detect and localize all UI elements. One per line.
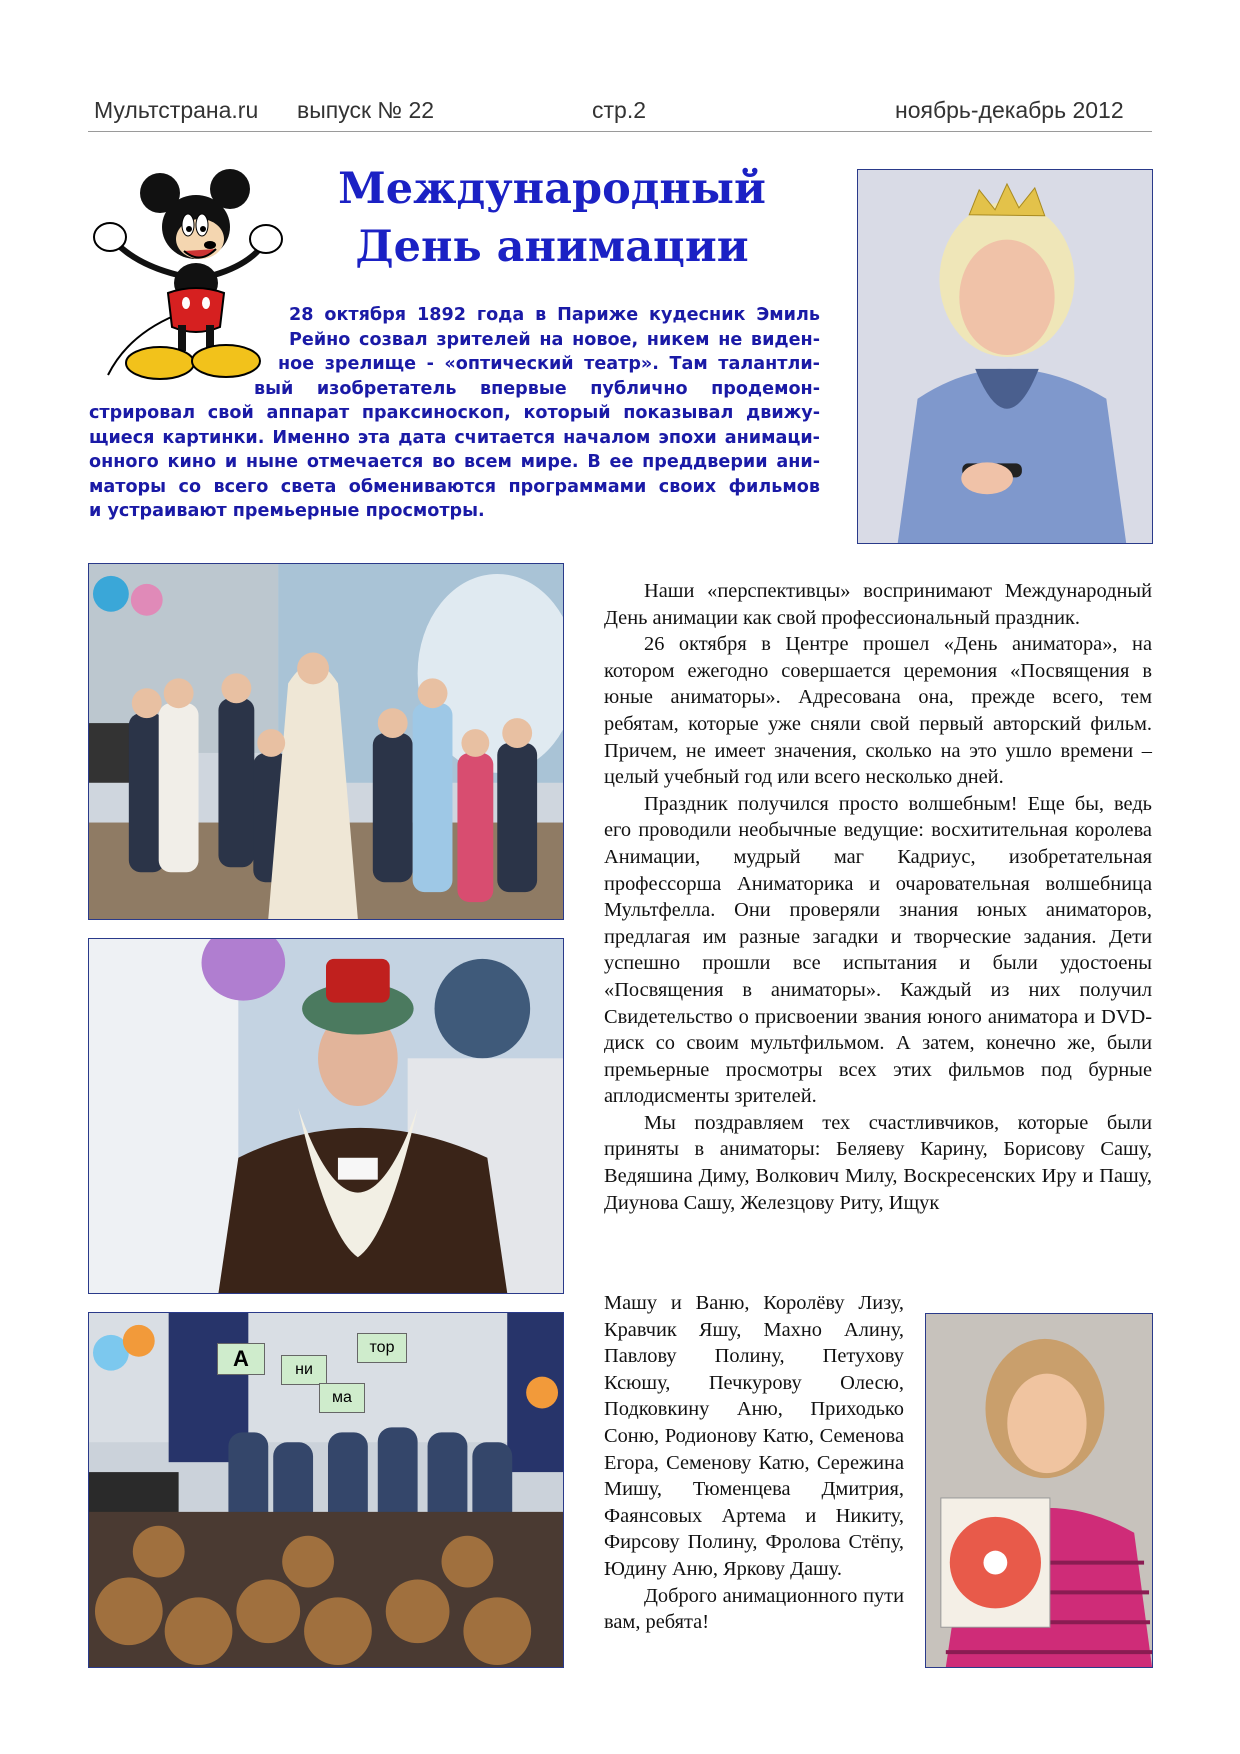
- article-narrow-column: [604, 1290, 904, 1636]
- sign-ni: ни: [281, 1355, 327, 1385]
- article-closing: Доброго анимационного пути вам, ребята!: [604, 1584, 904, 1634]
- article-paragraph-3: Праздник получился просто волшебным! Еще бы, ведь его проводили необычные ведущие: восхитительная королева Анимации, мудрый маг Кадриус, изобретательная профессорша Аниматорика и очаровательная волшебница Мультфелла. Они проверяли знания юных аниматоров, предлагая им разные загадки и творческие задания. Дети успешно прошли все испытания и были удостоены «Посвящения в аниматоры». Каждый из них получил Свидетельство о присвоении звания юного аниматора и DVD-диск со своим мультфильмом. А затем, конечно же, были премьерные просмотры всех этих фильмов под бурные аплодисменты зрителей.: [604, 792, 1152, 1108]
- photo-queen: [857, 169, 1153, 544]
- intro-line-3: ное зрелище - «оптический театр». Там талантли-: [278, 354, 820, 374]
- header-site: Мультстрана.ru: [94, 97, 259, 123]
- header-issue: выпуск № 22: [297, 97, 435, 123]
- mickey-mouse-illustration: [88, 165, 288, 390]
- intro-line-8: маторы со всего света обмениваются программами своих фильмов: [89, 476, 820, 497]
- title-line-2: День анимации: [355, 222, 749, 272]
- article-paragraph-4-continued: Машу и Ваню, Королёву Лизу, Кравчик Яшу, Махно Алину, Павлову Полину, Петухову Ксюшу, Печкурову Олесю, Подковкину Аню, Приходько Соню, Родионову Катю, Семенова Егора, Семенову Катю, Сережина Мишу, Тюменцева Дмитрия, Фаянсовых Артема и Никиту, Фирсову Полину, Фролова Стёпу, Юдину Аню, Яркову Дашу.: [604, 1292, 904, 1580]
- intro-line-9: и устраивают премьерные просмотры.: [89, 501, 485, 521]
- intro-line-4: вый изобретатель впервые публично продемон-: [254, 378, 820, 399]
- header-page: стр.2: [592, 97, 647, 123]
- photo-audience: [88, 1312, 564, 1668]
- article-wide-column: [604, 578, 1152, 1216]
- intro-line-1: 28 октября 1892 года в Париже кудесник Эмиль: [289, 305, 820, 325]
- sign-ma: ма: [319, 1383, 365, 1413]
- photo-magician: [88, 938, 564, 1294]
- sign-a: А: [217, 1343, 265, 1375]
- article-paragraph-4-top: Мы поздравляем тех счастливчиков, которые были приняты в аниматоры: Беляеву Карину, Борисову Сашу, Ведяшина Диму, Волкович Милу, Воскресенских Иру и Пашу, Диунова Сашу, Железцову Риту, Ищук: [604, 1111, 1152, 1214]
- photo-girl-dvd: [925, 1313, 1153, 1668]
- intro-line-7: онного кино и ныне отмечается во всем мире. В ее преддверии ани-: [89, 452, 820, 472]
- header-date: ноябрь-декабрь 2012: [895, 97, 1124, 123]
- article-paragraph-2: 26 октября в Центре прошел «День аниматора», на котором ежегодно совершается церемония «Посвящения в юные аниматоры». Адресована она, прежде всего, тем ребятам, которые уже сняли свой первый авторский фильм. Причем, не имеет значения, сколько на это ушло времени – целый учебный год или всего несколько дней.: [604, 633, 1152, 789]
- intro-line-2: Рейно созвал зрителей на новое, никем не виден-: [289, 329, 820, 350]
- header-rule: [88, 131, 1152, 132]
- page-title: [282, 160, 822, 276]
- sign-tor: тор: [357, 1333, 407, 1363]
- title-line-1: Международный: [338, 164, 766, 214]
- photo-children-group: [88, 563, 564, 920]
- article-paragraph-1: Наши «перспективцы» воспринимают Международный День анимации как свой профессиональный праздник.: [604, 580, 1152, 629]
- intro-line-5: стрировал свой аппарат праксиноскоп, который показывал движу-: [89, 403, 820, 423]
- intro-line-6: щиеся картинки. Именно эта дата считается началом эпохи анимаци-: [89, 427, 820, 448]
